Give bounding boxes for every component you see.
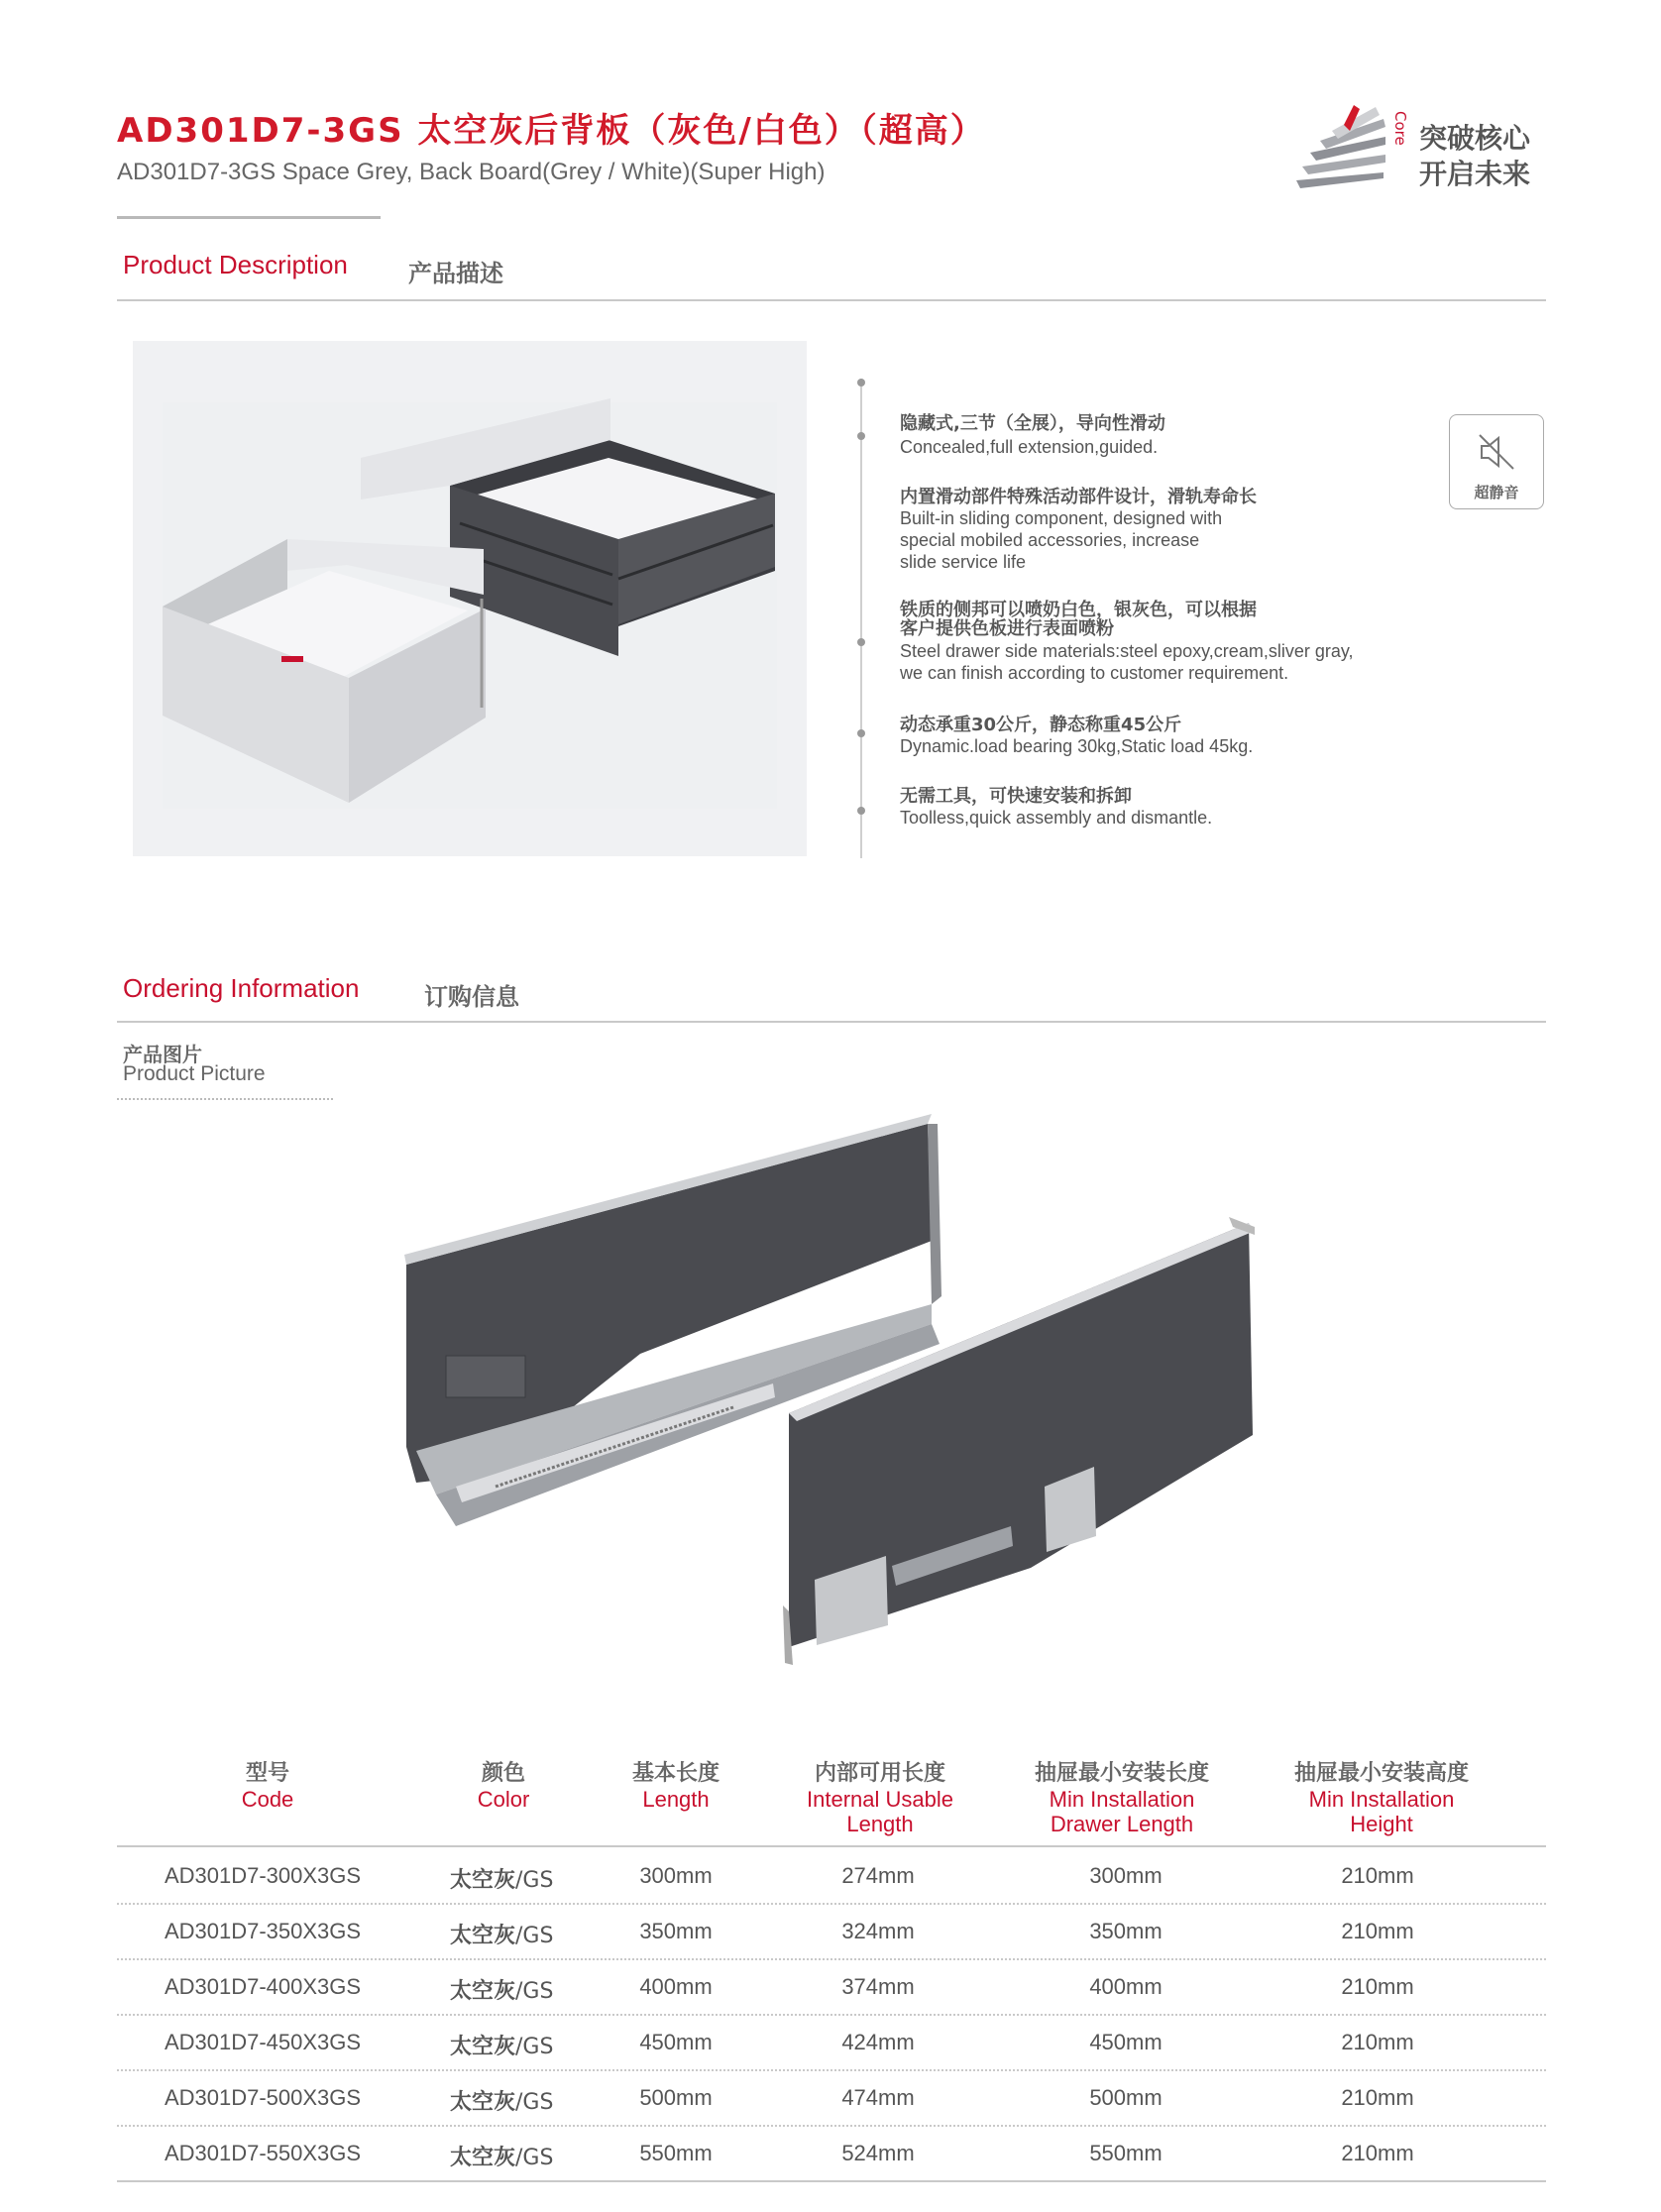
column-header-min-height: 抽屉最小安装高度 Min Installation Height xyxy=(1293,1761,1469,1836)
column-header-min-drawer-length: 抽屉最小安装长度 Min Installation Drawer Length xyxy=(1034,1761,1209,1836)
table-row: AD301D7-550X3GS 太空灰/GS 550mm 524mm 550mm 210mm xyxy=(164,2141,1414,2170)
mute-speaker-icon xyxy=(1474,429,1519,475)
page-subtitle: AD301D7-3GS Space Grey, Back Board(Grey / White)(Super High) xyxy=(117,159,826,185)
column-header-internal-length: 内部可用长度 Internal Usable Length xyxy=(807,1761,953,1836)
feature-5-cn: 无需工具，可快速安装和拆卸 xyxy=(900,786,1132,807)
page-title: AD301D7-3GS 太空灰后背板（灰色/白色）（超高） xyxy=(117,111,986,151)
row-divider xyxy=(117,1903,1546,1905)
section-heading-description: Product Description xyxy=(123,250,348,279)
section-heading-description-cn: 产品描述 xyxy=(408,260,503,287)
feature-1-cn: 隐藏式,三节（全展），导向性滑动 xyxy=(900,413,1165,434)
drawer-sides-image xyxy=(396,1110,1269,1685)
bullet-dot-icon xyxy=(857,638,865,646)
bullet-dot-icon xyxy=(857,807,865,815)
column-header-length: 基本长度 Length xyxy=(631,1761,720,1812)
feature-5-en: Toolless,quick assembly and dismantle. xyxy=(900,808,1213,828)
row-divider xyxy=(117,1958,1546,1960)
table-row: AD301D7-450X3GS 太空灰/GS 450mm 424mm 450mm 210mm xyxy=(164,2030,1414,2059)
drawer-boxes-image xyxy=(133,341,807,856)
table-row: AD301D7-300X3GS 太空灰/GS 300mm 274mm 300mm 210mm xyxy=(164,1863,1414,1893)
table-bottom-rule xyxy=(117,2180,1546,2182)
product-photo xyxy=(133,341,807,856)
column-header-code: 型号 Code xyxy=(241,1761,294,1812)
feature-4-en: Dynamic.load bearing 30kg,Static load 45kg. xyxy=(900,736,1254,756)
table-row: AD301D7-500X3GS 太空灰/GS 500mm 474mm 500mm 210mm xyxy=(164,2085,1414,2115)
slogan-line-1: 突破核心 xyxy=(1419,122,1531,155)
slogan-line-2: 开启未来 xyxy=(1419,158,1531,190)
bullet-dot-icon xyxy=(857,432,865,440)
feature-2-en-1: Built-in sliding component, designed with xyxy=(900,508,1223,528)
bullet-dot-icon xyxy=(857,379,865,387)
feature-1-en: Concealed,full extension,guided. xyxy=(900,437,1159,457)
row-divider xyxy=(117,2125,1546,2127)
picture-divider xyxy=(117,1098,333,1100)
silent-badge-label: 超静音 xyxy=(1474,484,1519,501)
row-divider xyxy=(117,2014,1546,2016)
section-heading-ordering-cn: 订购信息 xyxy=(424,983,519,1011)
feature-3-en-1: Steel drawer side materials:steel epoxy,cream,sliver gray, xyxy=(900,641,1354,661)
feature-3-en-2: we can finish according to customer requirement. xyxy=(900,663,1289,683)
logo-word: Core xyxy=(1391,111,1409,146)
section-divider xyxy=(117,1021,1546,1023)
feature-3-cn: 铁质的侧邦可以喷奶白色，银灰色，可以根据 xyxy=(900,600,1257,620)
section-heading-ordering: Ordering Information xyxy=(123,973,360,1003)
bullet-dot-icon xyxy=(857,729,865,737)
title-divider xyxy=(117,216,381,219)
feature-2-en-3: slide service life xyxy=(900,552,1027,572)
feature-4-cn: 动态承重30公斤，静态称重45公斤 xyxy=(900,715,1182,735)
product-picture-label: Product Picture xyxy=(123,1062,266,1085)
product-picture-label-cn: 产品图片 xyxy=(123,1043,202,1066)
table-row: AD301D7-400X3GS 太空灰/GS 400mm 374mm 400mm 210mm xyxy=(164,1974,1414,2004)
row-divider xyxy=(117,2069,1546,2071)
table-row: AD301D7-350X3GS 太空灰/GS 350mm 324mm 350mm 210mm xyxy=(164,1919,1414,1948)
feature-timeline xyxy=(860,379,862,858)
feature-2-cn: 内置滑动部件特殊活动部件设计，滑轨寿命长 xyxy=(900,487,1257,507)
section-divider xyxy=(117,299,1546,301)
column-header-color: 颜色 Color xyxy=(477,1761,530,1812)
feature-3-cn-2: 客户提供色板进行表面喷粉 xyxy=(900,618,1114,639)
table-top-rule xyxy=(117,1845,1546,1847)
feature-2-en-2: special mobiled accessories, increase xyxy=(900,530,1200,550)
